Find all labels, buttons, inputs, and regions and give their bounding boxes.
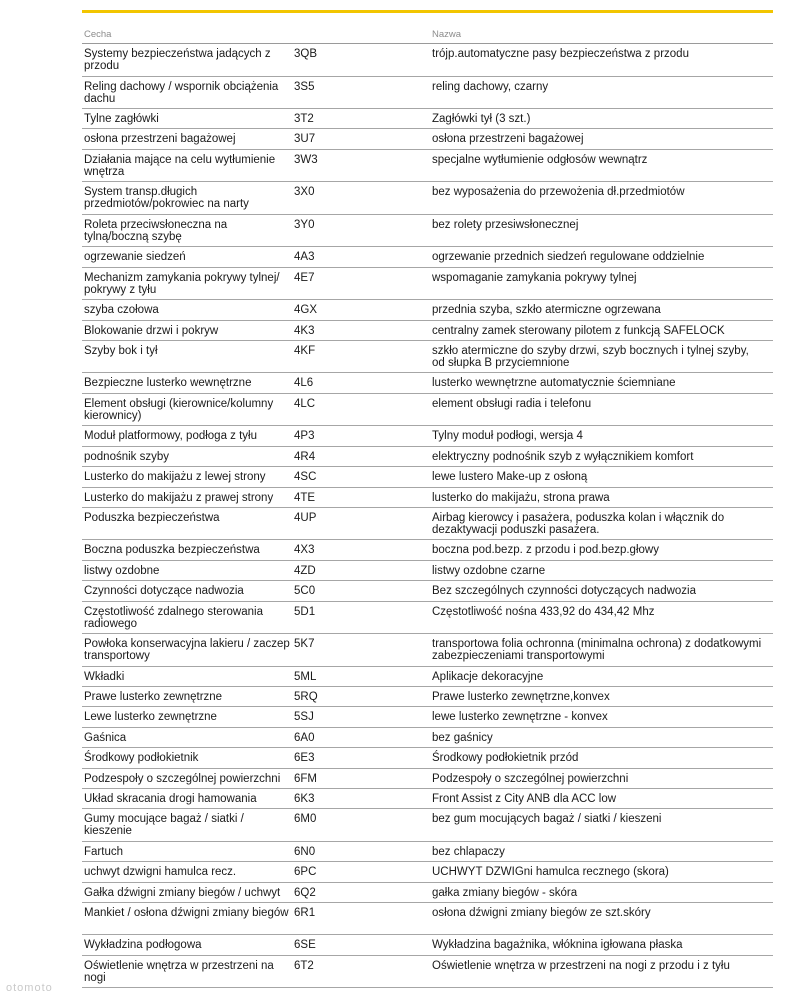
feature-cell: Blokowanie drzwi i pokryw bbox=[84, 324, 219, 337]
name-cell: Prawe lusterko zewnętrzne,konvex bbox=[432, 690, 610, 703]
table-row bbox=[82, 561, 773, 581]
feature-cell: Prawe lusterko zewnętrzne bbox=[84, 690, 223, 703]
code-cell: 4UP bbox=[294, 511, 317, 524]
feature-cell: Poduszka bezpieczeństwa bbox=[84, 511, 220, 524]
table-row bbox=[82, 150, 773, 183]
name-cell: transportowa folia ochronna (minimalna ochrona) z dodatkowymi zabezpieczeniami transportowymi bbox=[432, 638, 762, 663]
name-cell: bez gum mocujących bagaż / siatki / kieszeni bbox=[432, 813, 662, 826]
feature-cell: Roleta przeciwsłoneczna na tylną/boczną szybę bbox=[84, 218, 228, 243]
code-cell: 6T2 bbox=[294, 959, 314, 972]
name-cell: Tylny moduł podłogi, wersja 4 bbox=[432, 430, 583, 443]
feature-cell: Działania mające na celu wytłumienie wnętrza bbox=[84, 153, 276, 178]
name-cell: boczna pod.bezp. z przodu i pod.bezp.głowy bbox=[432, 544, 659, 557]
code-cell: 3X0 bbox=[294, 186, 315, 199]
name-cell: Częstotliwość nośna 433,92 do 434,42 Mhz bbox=[432, 605, 655, 618]
feature-cell: uchwyt dzwigni hamulca recz. bbox=[84, 866, 237, 879]
name-cell: bez gaśnicy bbox=[432, 731, 493, 744]
name-cell: wspomaganie zamykania pokrywy tylnej bbox=[432, 271, 637, 284]
feature-cell: Układ skracania drogi hamowania bbox=[84, 792, 257, 805]
feature-cell: Lewe lusterko zewnętrzne bbox=[84, 711, 217, 724]
feature-cell: Wkładki bbox=[84, 670, 125, 683]
table-row bbox=[82, 935, 773, 955]
table-row bbox=[82, 903, 773, 936]
feature-cell: Tylne zagłówki bbox=[84, 113, 159, 125]
code-cell: 5SJ bbox=[294, 711, 314, 724]
table-row bbox=[82, 215, 773, 248]
code-cell: 4X3 bbox=[294, 544, 315, 557]
code-cell: 3W3 bbox=[294, 153, 318, 166]
name-cell: lewe lustero Make-up z osłoną bbox=[432, 471, 588, 484]
table-row bbox=[82, 862, 773, 882]
feature-cell: listwy ozdobne bbox=[84, 564, 160, 577]
name-cell: lusterko do makijażu, strona prawa bbox=[432, 491, 610, 504]
code-cell: 4ZD bbox=[294, 564, 316, 577]
table-row bbox=[82, 667, 773, 687]
code-cell: 4GX bbox=[294, 304, 318, 317]
feature-cell: Gaśnica bbox=[84, 731, 127, 744]
table-row bbox=[82, 77, 773, 110]
feature-cell: Moduł platformowy, podłoga z tyłu bbox=[84, 430, 258, 443]
code-cell: 5D1 bbox=[294, 605, 316, 618]
name-cell: przednia szyba, szkło atermiczne ogrzewana bbox=[432, 304, 661, 317]
code-cell: 5K7 bbox=[294, 638, 315, 651]
code-cell: 3QB bbox=[294, 48, 318, 60]
feature-cell: Czynności dotyczące nadwozia bbox=[84, 585, 244, 598]
feature-cell: System transp.długich przedmiotów/pokrowiec na narty bbox=[84, 186, 249, 211]
table-row bbox=[82, 109, 773, 129]
table-header bbox=[82, 22, 773, 44]
table-row bbox=[82, 602, 773, 635]
code-cell: 3Y0 bbox=[294, 218, 315, 231]
name-cell: gałka zmiany biegów - skóra bbox=[432, 886, 578, 899]
feature-cell: Szyby bok i tył bbox=[84, 344, 158, 357]
name-cell: bez chlapaczy bbox=[432, 845, 505, 858]
code-cell: 5C0 bbox=[294, 585, 316, 598]
feature-cell: Podzespoły o szczególnej powierzchni bbox=[84, 772, 281, 785]
feature-cell: ogrzewanie siedzeń bbox=[84, 251, 186, 264]
table-row bbox=[82, 789, 773, 809]
table-row bbox=[82, 467, 773, 487]
code-cell: 4KF bbox=[294, 344, 316, 357]
name-cell: lewe lusterko zewnętrzne - konvex bbox=[432, 711, 608, 724]
table-row bbox=[82, 426, 773, 446]
name-cell: specjalne wytłumienie odgłosów wewnątrz bbox=[432, 153, 648, 166]
table-row bbox=[82, 748, 773, 768]
code-cell: 5RQ bbox=[294, 690, 318, 703]
table-row bbox=[82, 687, 773, 707]
feature-cell: Mechanizm zamykania pokrywy tylnej/ pokrywy z tyłu bbox=[84, 271, 280, 296]
code-cell: 6PC bbox=[294, 866, 317, 879]
code-cell: 3S5 bbox=[294, 80, 315, 93]
name-cell: centralny zamek sterowany pilotem z funkcją SAFELOCK bbox=[432, 324, 725, 337]
feature-cell: szyba czołowa bbox=[84, 304, 159, 317]
code-cell: 4P3 bbox=[294, 430, 315, 443]
name-cell: bez wyposażenia do przewożenia dł.przedmiotów bbox=[432, 186, 685, 199]
table-row bbox=[82, 956, 773, 989]
name-cell: osłona dźwigni zmiany biegów ze szt.skóry bbox=[432, 906, 651, 919]
table-row bbox=[82, 769, 773, 789]
name-cell: ogrzewanie przednich siedzeń regulowane oddzielnie bbox=[432, 251, 705, 264]
accent-bar bbox=[82, 10, 773, 13]
feature-cell: podnośnik szyby bbox=[84, 450, 170, 463]
table-row bbox=[82, 728, 773, 748]
feature-cell: Element obsługi (kierownice/kolumny kierownicy) bbox=[84, 397, 274, 422]
feature-cell: Środkowy podłokietnik bbox=[84, 752, 199, 765]
code-cell: 6N0 bbox=[294, 845, 316, 858]
table-row bbox=[82, 394, 773, 427]
code-cell: 4L6 bbox=[294, 377, 314, 390]
name-cell: Środkowy podłokietnik przód bbox=[432, 752, 579, 765]
name-cell: Bez szczególnych czynności dotyczących nadwozia bbox=[432, 585, 696, 598]
feature-cell: Gałka dźwigni zmiany biegów / uchwyt bbox=[84, 886, 281, 899]
name-cell: elektryczny podnośnik szyb z wyłącznikiem komfort bbox=[432, 450, 694, 463]
name-cell: Zagłówki tył (3 szt.) bbox=[432, 113, 531, 125]
table-row bbox=[82, 508, 773, 541]
code-cell: 6FM bbox=[294, 772, 317, 785]
table-row bbox=[82, 182, 773, 215]
table-row bbox=[82, 634, 773, 667]
code-cell: 6E3 bbox=[294, 752, 315, 765]
name-cell: osłona przestrzeni bagażowej bbox=[432, 133, 584, 146]
name-cell: lusterko wewnętrzne automatycznie ściemniane bbox=[432, 377, 676, 390]
feature-cell: Częstotliwość zdalnego sterowania radiowego bbox=[84, 605, 263, 630]
table-row bbox=[82, 809, 773, 842]
code-cell: 6A0 bbox=[294, 731, 315, 744]
code-cell: 5ML bbox=[294, 670, 317, 683]
feature-cell: Lusterko do makijażu z prawej strony bbox=[84, 491, 274, 504]
feature-cell: Boczna poduszka bezpieczeństwa bbox=[84, 544, 260, 557]
code-cell: 3U7 bbox=[294, 133, 316, 146]
name-cell: bez rolety przesiwsłonecznej bbox=[432, 218, 579, 231]
feature-cell: Systemy bezpieczeństwa jadących z przodu bbox=[84, 48, 271, 72]
table-row bbox=[82, 540, 773, 560]
name-cell: szkło atermiczne do szyby drzwi, szyb bocznych i tylnej szyby, od słupka B przyciemnione bbox=[432, 344, 749, 369]
name-cell: UCHWYT DZWIGni hamulca recznego (skora) bbox=[432, 866, 669, 879]
code-cell: 4E7 bbox=[294, 271, 315, 284]
feature-cell: osłona przestrzeni bagażowej bbox=[84, 133, 236, 146]
code-cell: 6R1 bbox=[294, 906, 316, 919]
table-row bbox=[82, 300, 773, 320]
table-row bbox=[82, 581, 773, 601]
feature-cell: Oświetlenie wnętrza w przestrzeni na nogi bbox=[84, 959, 274, 984]
name-cell: trójp.automatyczne pasy bezpieczeństwa z przodu bbox=[432, 48, 689, 60]
name-cell: Wykładzina bagażnika, włóknina igłowana płaska bbox=[432, 939, 683, 952]
table-row bbox=[82, 488, 773, 508]
name-cell: Aplikacje dekoracyjne bbox=[432, 670, 544, 683]
table-row bbox=[82, 321, 773, 341]
code-cell: 4K3 bbox=[294, 324, 315, 337]
table-row bbox=[82, 341, 773, 374]
code-cell: 4A3 bbox=[294, 251, 315, 264]
table-row bbox=[82, 842, 773, 862]
code-cell: 6Q2 bbox=[294, 886, 316, 899]
table-row bbox=[82, 129, 773, 149]
name-cell: Front Assist z City ANB dla ACC low bbox=[432, 792, 617, 805]
name-cell: element obsługi radia i telefonu bbox=[432, 397, 592, 410]
table-row bbox=[82, 247, 773, 267]
table-row bbox=[82, 447, 773, 467]
name-cell: Oświetlenie wnętrza w przestrzeni na nogi z przodu i z tyłu bbox=[432, 959, 730, 972]
code-cell: 6K3 bbox=[294, 792, 315, 805]
feature-cell: Fartuch bbox=[84, 845, 123, 858]
table-body bbox=[82, 44, 773, 988]
feature-cell: Wykładzina podłogowa bbox=[84, 939, 202, 952]
feature-cell: Reling dachowy / wspornik obciążenia dachu bbox=[84, 80, 279, 105]
code-cell: 4LC bbox=[294, 397, 316, 410]
feature-cell: Bezpieczne lusterko wewnętrzne bbox=[84, 377, 252, 390]
name-cell: Podzespoły o szczególnej powierzchni bbox=[432, 772, 629, 785]
table-row bbox=[82, 707, 773, 727]
code-cell: 4SC bbox=[294, 471, 317, 484]
header-name: Nazwa bbox=[432, 29, 462, 40]
equipment-table bbox=[82, 22, 773, 988]
name-cell: reling dachowy, czarny bbox=[432, 80, 549, 93]
code-cell: 3T2 bbox=[294, 113, 314, 125]
watermark: otomoto bbox=[6, 982, 53, 994]
feature-cell: Powłoka konserwacyjna lakieru / zaczep transportowy bbox=[84, 638, 290, 663]
table-row bbox=[82, 268, 773, 301]
feature-cell: Gumy mocujące bagaż / siatki / kieszenie bbox=[84, 813, 244, 838]
code-cell: 4TE bbox=[294, 491, 316, 504]
table-row bbox=[82, 44, 773, 77]
header-feature: Cecha bbox=[84, 29, 112, 40]
name-cell: listwy ozdobne czarne bbox=[432, 564, 546, 577]
code-cell: 6M0 bbox=[294, 813, 317, 826]
code-cell: 4R4 bbox=[294, 450, 316, 463]
name-cell: Airbag kierowcy i pasażera, poduszka kolan i włącznik do dezaktywacji poduszki pasażera. bbox=[432, 511, 725, 536]
feature-cell: Mankiet / osłona dźwigni zmiany biegów bbox=[84, 906, 289, 919]
table-row bbox=[82, 373, 773, 393]
feature-cell: Lusterko do makijażu z lewej strony bbox=[84, 471, 266, 484]
code-cell: 6SE bbox=[294, 939, 316, 952]
table-row bbox=[82, 883, 773, 903]
